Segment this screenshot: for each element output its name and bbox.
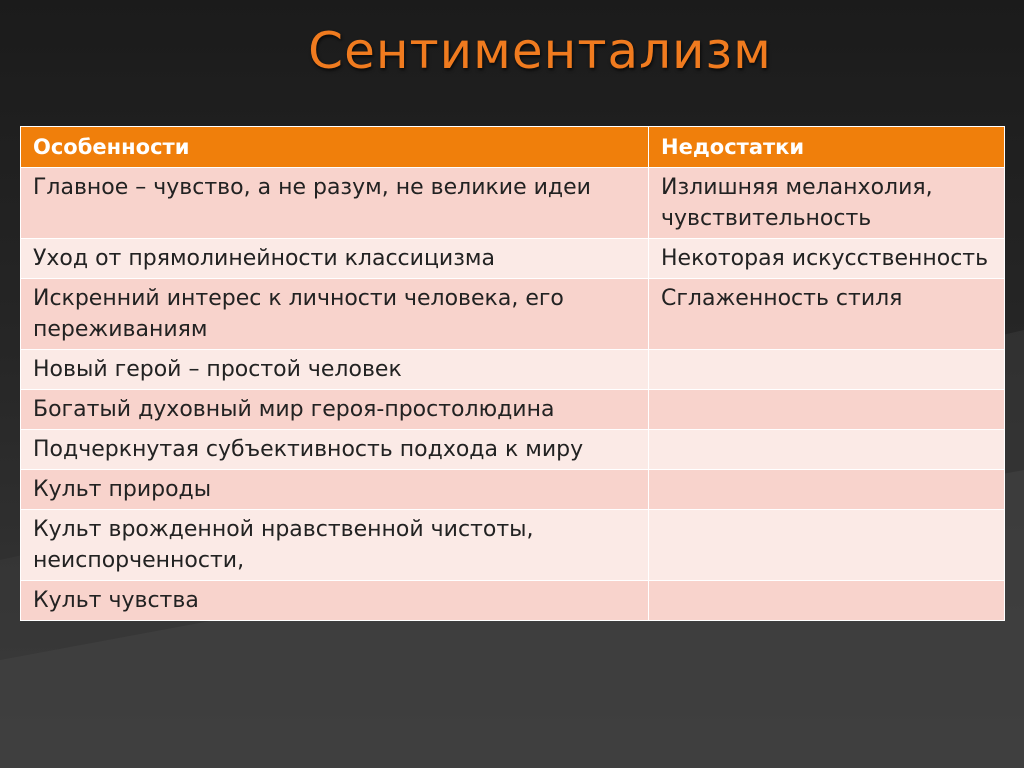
feature-cell: Искренний интерес к личности человека, его переживаниям bbox=[21, 279, 649, 350]
table-row bbox=[21, 390, 1005, 430]
drawback-cell bbox=[649, 430, 1005, 470]
feature-cell: Культ природы bbox=[21, 470, 649, 510]
table-header-row bbox=[21, 127, 1005, 168]
table-row bbox=[21, 430, 1005, 470]
drawback-cell bbox=[649, 510, 1005, 581]
header-drawbacks: Недостатки bbox=[649, 127, 1005, 168]
drawback-cell bbox=[649, 470, 1005, 510]
drawback-cell: Сглаженность стиля bbox=[649, 279, 1005, 350]
drawback-cell bbox=[649, 581, 1005, 621]
feature-cell: Культ чувства bbox=[21, 581, 649, 621]
feature-cell: Подчеркнутая субъективность подхода к миру bbox=[21, 430, 649, 470]
slide-title: Сентиментализм bbox=[308, 22, 772, 80]
table-row bbox=[21, 470, 1005, 510]
drawback-cell bbox=[649, 390, 1005, 430]
feature-cell: Главное – чувство, а не разум, не великие идеи bbox=[21, 168, 649, 239]
feature-cell: Культ врожденной нравственной чистоты, неиспорченности, bbox=[21, 510, 649, 581]
drawback-cell bbox=[649, 350, 1005, 390]
table-row bbox=[21, 168, 1005, 239]
drawback-cell: Некоторая искусственность bbox=[649, 239, 1005, 279]
comparison-table-container bbox=[20, 126, 1004, 621]
feature-cell: Уход от прямолинейности классицизма bbox=[21, 239, 649, 279]
drawback-cell: Излишняя меланхолия, чувствительность bbox=[649, 168, 1005, 239]
table-row bbox=[21, 581, 1005, 621]
table-row bbox=[21, 350, 1005, 390]
table-row bbox=[21, 279, 1005, 350]
comparison-table bbox=[20, 126, 1005, 621]
table-row bbox=[21, 510, 1005, 581]
table-row bbox=[21, 239, 1005, 279]
header-features: Особенности bbox=[21, 127, 649, 168]
feature-cell: Богатый духовный мир героя-простолюдина bbox=[21, 390, 649, 430]
feature-cell: Новый герой – простой человек bbox=[21, 350, 649, 390]
